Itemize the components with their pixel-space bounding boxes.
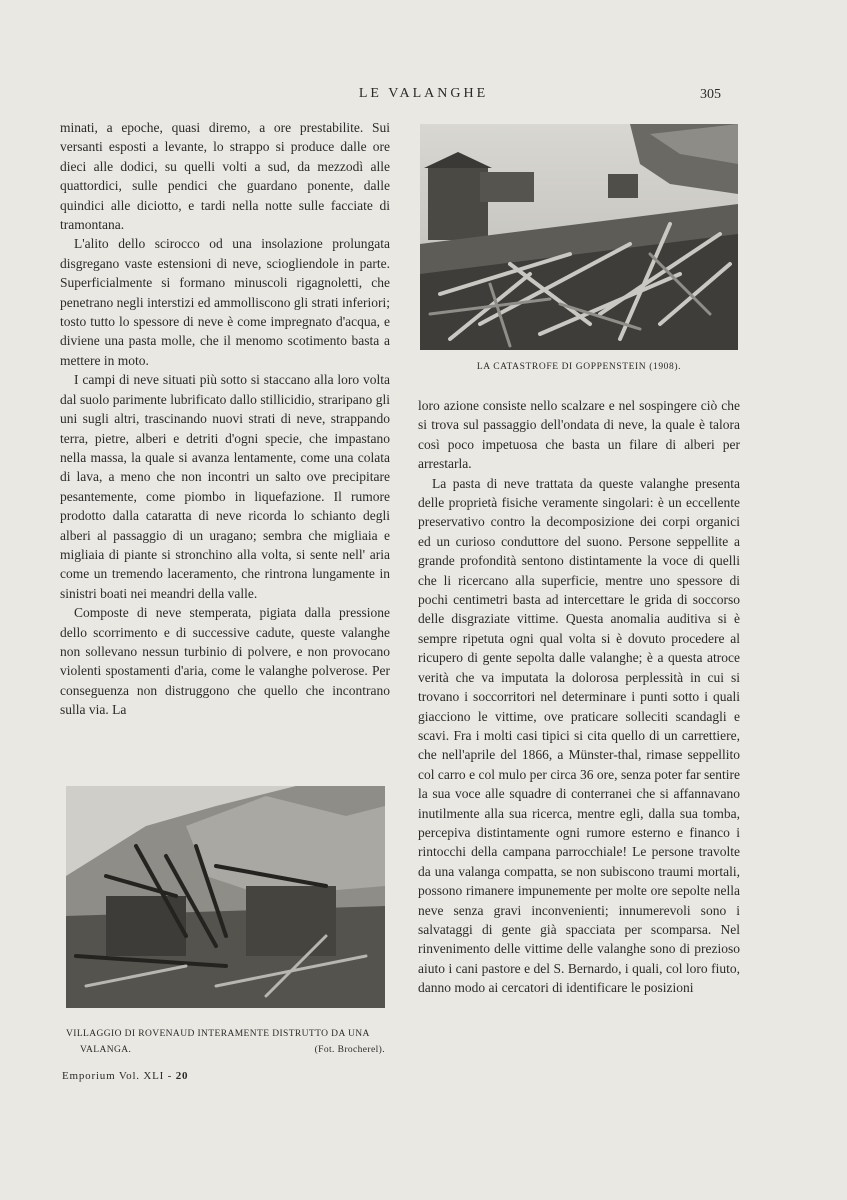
caption-line <box>66 1042 385 1058</box>
paragraph: La pasta di neve trattata da queste valanghe presenta delle proprietà fisiche veramente singolari: è un eccellente preservativo contro la decomposizione dei corpi organici ed un curioso conduttore del suono. Persone seppellite a grande profondità sentono distintamente la voce di quelli che li ricercano alla superficie, mentre uno spessore di pochi centimetri basta ad intercettare le grida di soccorso delle disgraziate vittime. Questa anomalia auditiva si è sempre ripetuta ogni qual volta si è dovuto procedere al ricupero di gente sepolta dalle valanghe; è a questa atroce verità che va imputata la dolorosa perplessità in cui si trovano i soccorritori nel determinare i punti sotto i quali giacciono le vittime, ove praticare solleciti scandagli e scavi. Fra i molti casi tipici si cita quello di un carrettiere, che nell'aprile del 1866, a Münster-thal, rimase seppellito col carro e col mulo per circa 36 ore, senza poter far sentire la sua voce alle squadre di conterranei che si affannavano inutilmente alla sua ricerca, mentre egli, dalla sua tomba, percepiva distintamente ogni rumore esterno e financo i rintocchi della campana parrocchiale! Le persone travolte da una valanga compatta, se non subiscono traumi mortali, possono rimanere impunemente per molte ore sepolte nella neve senza gravi inconvenienti; innumerevoli sono i salvataggi di gente già spacciata per scomparsa. Nel rinvenimento delle vittime delle valanghe sono di prezioso aiuto i cani pastore e del S. Bernardo, i quali, col loro fiuto, danno modo ai cercatori di identificare le posizioni <box>418 475 740 996</box>
paragraph: I campi di neve situati più sotto si staccano alla loro volta dal suolo parimente lubrificato dallo stillicidio, straripano gli uni sugli altri, trascinando nuovi strati di neve, strappando terra, pietre, alberi e detriti d'ogni specie, che impastano nella massa, la quale si avanza lentamente, come una colata di lava, a meno che non incontri un salto ove precipitare pesantemente, come piombo in liquefazione. Il rumore prodotto dalla cataratta di neve ricorda lo schianto degli alberi al passaggio di un uragano; sembra che migliaia e migliaia di piante si stronchino alla volta, si sente nell' aria come un tremendo laceramento, che rintrona lungamente in sinistri boati nei meandri della valle. <box>60 372 390 601</box>
caption-rovenaud <box>66 1026 385 1058</box>
footer: Emporium Vol. XLI - 20 <box>62 1070 189 1082</box>
running-header: LE VALANGHE <box>358 86 489 101</box>
photo-goppenstein-image <box>420 124 738 350</box>
volume: Vol. XLI <box>118 1070 165 1082</box>
journal-name: Emporium <box>62 1070 116 1082</box>
caption-goppenstein: LA CATASTROFE DI GOPPENSTEIN (1908). <box>476 362 682 372</box>
caption-line: VILLAGGIO DI ROVENAUD INTERAMENTE DISTRUTTO DA UNA <box>66 1029 370 1039</box>
photo-rovenaud <box>66 786 385 1008</box>
left-column <box>60 118 390 720</box>
photo-credit: (Fot. Brocherel). <box>314 1045 385 1055</box>
paragraph: loro azione consiste nello scalzare e nel sospingere ciò che si trova sul passaggio dell'ondata di neve, la quale è talora così poco impetuosa che basta un filare di alberi per arrestarla. <box>418 398 740 472</box>
right-column <box>418 396 740 998</box>
photo-goppenstein <box>420 124 738 350</box>
photo-rovenaud-image <box>66 786 385 1008</box>
caption-text: VALANGA. <box>80 1045 132 1055</box>
paragraph: minati, a epoche, quasi diremo, a ore prestabilite. Sui versanti esposti a levante, lo strappo si produce dalle ore dieci alle dodici, su quelli volti a sud, da mezzodì alle quattordici, sulle pendici che guardano ponente, dalle quindici alle diciotto, e tardi nella notte sulle facciate di tramontana. <box>60 120 390 233</box>
paragraph: L'alito dello scirocco od una insolazione prolungata disgregano vaste estensioni di neve, sciogliendole in parte. Superficialmente si formano minuscoli rigagnoletti, che penetrano negli interstizi ed ammolliscono gli strati inferiori; tosto tutto lo spessore di neve è come impregnato d'acqua, e diviene una pasta molle, che il menomo scotimento basta a mettere in moto. <box>60 236 390 368</box>
page-number: 305 <box>700 87 721 102</box>
issue-number: 20 <box>175 1070 189 1082</box>
paragraph: Composte di neve stemperata, pigiata dalla pressione dello scorrimento e di successive cadute, queste valanghe non sollevano nessun turbinio di polvere, e non provocano violenti spostamenti d'aria, come le valanghe polverose. Per conseguenza non distruggono che quello che incontrano sulla via. La <box>60 605 390 718</box>
